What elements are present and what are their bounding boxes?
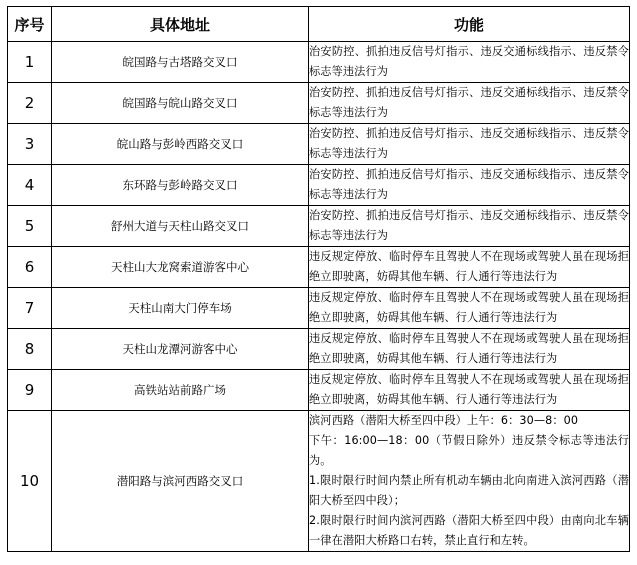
- table-row: [8, 411, 630, 552]
- row-number: 8: [8, 329, 52, 370]
- function-line: 下午：16:00—18：00（节假日除外）违反禁令标志等违法行为。: [309, 434, 629, 467]
- row-address: 舒州大道与天柱山路交叉口: [52, 206, 309, 247]
- row-function: 治安防控、抓拍违反信号灯指示、违反交通标线指示、违反禁令标志等违法行为: [309, 124, 630, 165]
- row-function: 违反规定停放、临时停车且驾驶人不在现场或驾驶人虽在现场拒绝立即驶离，妨碍其他车辆、行人通行等违法行为: [309, 329, 630, 370]
- table-row: [8, 329, 630, 370]
- table-row: [8, 206, 630, 247]
- row-address: 天柱山南大门停车场: [52, 288, 309, 329]
- row-function: 治安防控、抓拍违反信号灯指示、违反交通标线指示、违反禁令标志等违法行为: [309, 42, 630, 83]
- row-address: 天柱山大龙窝索道游客中心: [52, 247, 309, 288]
- row-number: 5: [8, 206, 52, 247]
- table-row: [8, 247, 630, 288]
- row-address: 皖山路与彭岭西路交叉口: [52, 124, 309, 165]
- table-row: [8, 370, 630, 411]
- row-number: 7: [8, 288, 52, 329]
- row-address: 潜阳路与滨河西路交叉口: [52, 411, 309, 552]
- row-number: 2: [8, 83, 52, 124]
- row-function: 治安防控、抓拍违反信号灯指示、违反交通标线指示、违反禁令标志等违法行为: [309, 165, 630, 206]
- row-address: 皖国路与皖山路交叉口: [52, 83, 309, 124]
- row-function: 治安防控、抓拍违反信号灯指示、违反交通标线指示、违反禁令标志等违法行为: [309, 206, 630, 247]
- row-number: 10: [8, 411, 52, 552]
- row-number: 3: [8, 124, 52, 165]
- row-number: 9: [8, 370, 52, 411]
- row-address: 东环路与彭岭路交叉口: [52, 165, 309, 206]
- table-row: [8, 42, 630, 83]
- header-address: 具体地址: [52, 7, 309, 42]
- row-function: [309, 411, 630, 552]
- intersection-table: [7, 6, 630, 552]
- table-row: [8, 165, 630, 206]
- row-function: 违反规定停放、临时停车且驾驶人不在现场或驾驶人虽在现场拒绝立即驶离，妨碍其他车辆、行人通行等违法行为: [309, 370, 630, 411]
- function-line: 1.限时限行时间内禁止所有机动车辆由北向南进入滨河西路（潜阳大桥至四中段）；: [309, 474, 629, 507]
- row-address: 天柱山龙潭河游客中心: [52, 329, 309, 370]
- row-number: 4: [8, 165, 52, 206]
- row-function: 违反规定停放、临时停车且驾驶人不在现场或驾驶人虽在现场拒绝立即驶离，妨碍其他车辆、行人通行等违法行为: [309, 247, 630, 288]
- row-address: 皖国路与古塔路交叉口: [52, 42, 309, 83]
- function-line: 滨河西路（潜阳大桥至四中段）上午：6：30—8：00: [309, 414, 579, 427]
- header-index: 序号: [8, 7, 52, 42]
- header-row: [8, 7, 630, 42]
- row-address: 高铁站站前路广场: [52, 370, 309, 411]
- row-number: 6: [8, 247, 52, 288]
- table-row: [8, 124, 630, 165]
- function-line: 2.限时限行时间内滨河西路（潜阳大桥至四中段）由南向北车辆一律在潜阳大桥路口右转，禁止直行和左转。: [309, 514, 629, 547]
- row-function: 违反规定停放、临时停车且驾驶人不在现场或驾驶人虽在现场拒绝立即驶离，妨碍其他车辆、行人通行等违法行为: [309, 288, 630, 329]
- row-function: 治安防控、抓拍违反信号灯指示、违反交通标线指示、违反禁令标志等违法行为: [309, 83, 630, 124]
- table-row: [8, 288, 630, 329]
- header-function: 功能: [309, 7, 630, 42]
- row-number: 1: [8, 42, 52, 83]
- table-row: [8, 83, 630, 124]
